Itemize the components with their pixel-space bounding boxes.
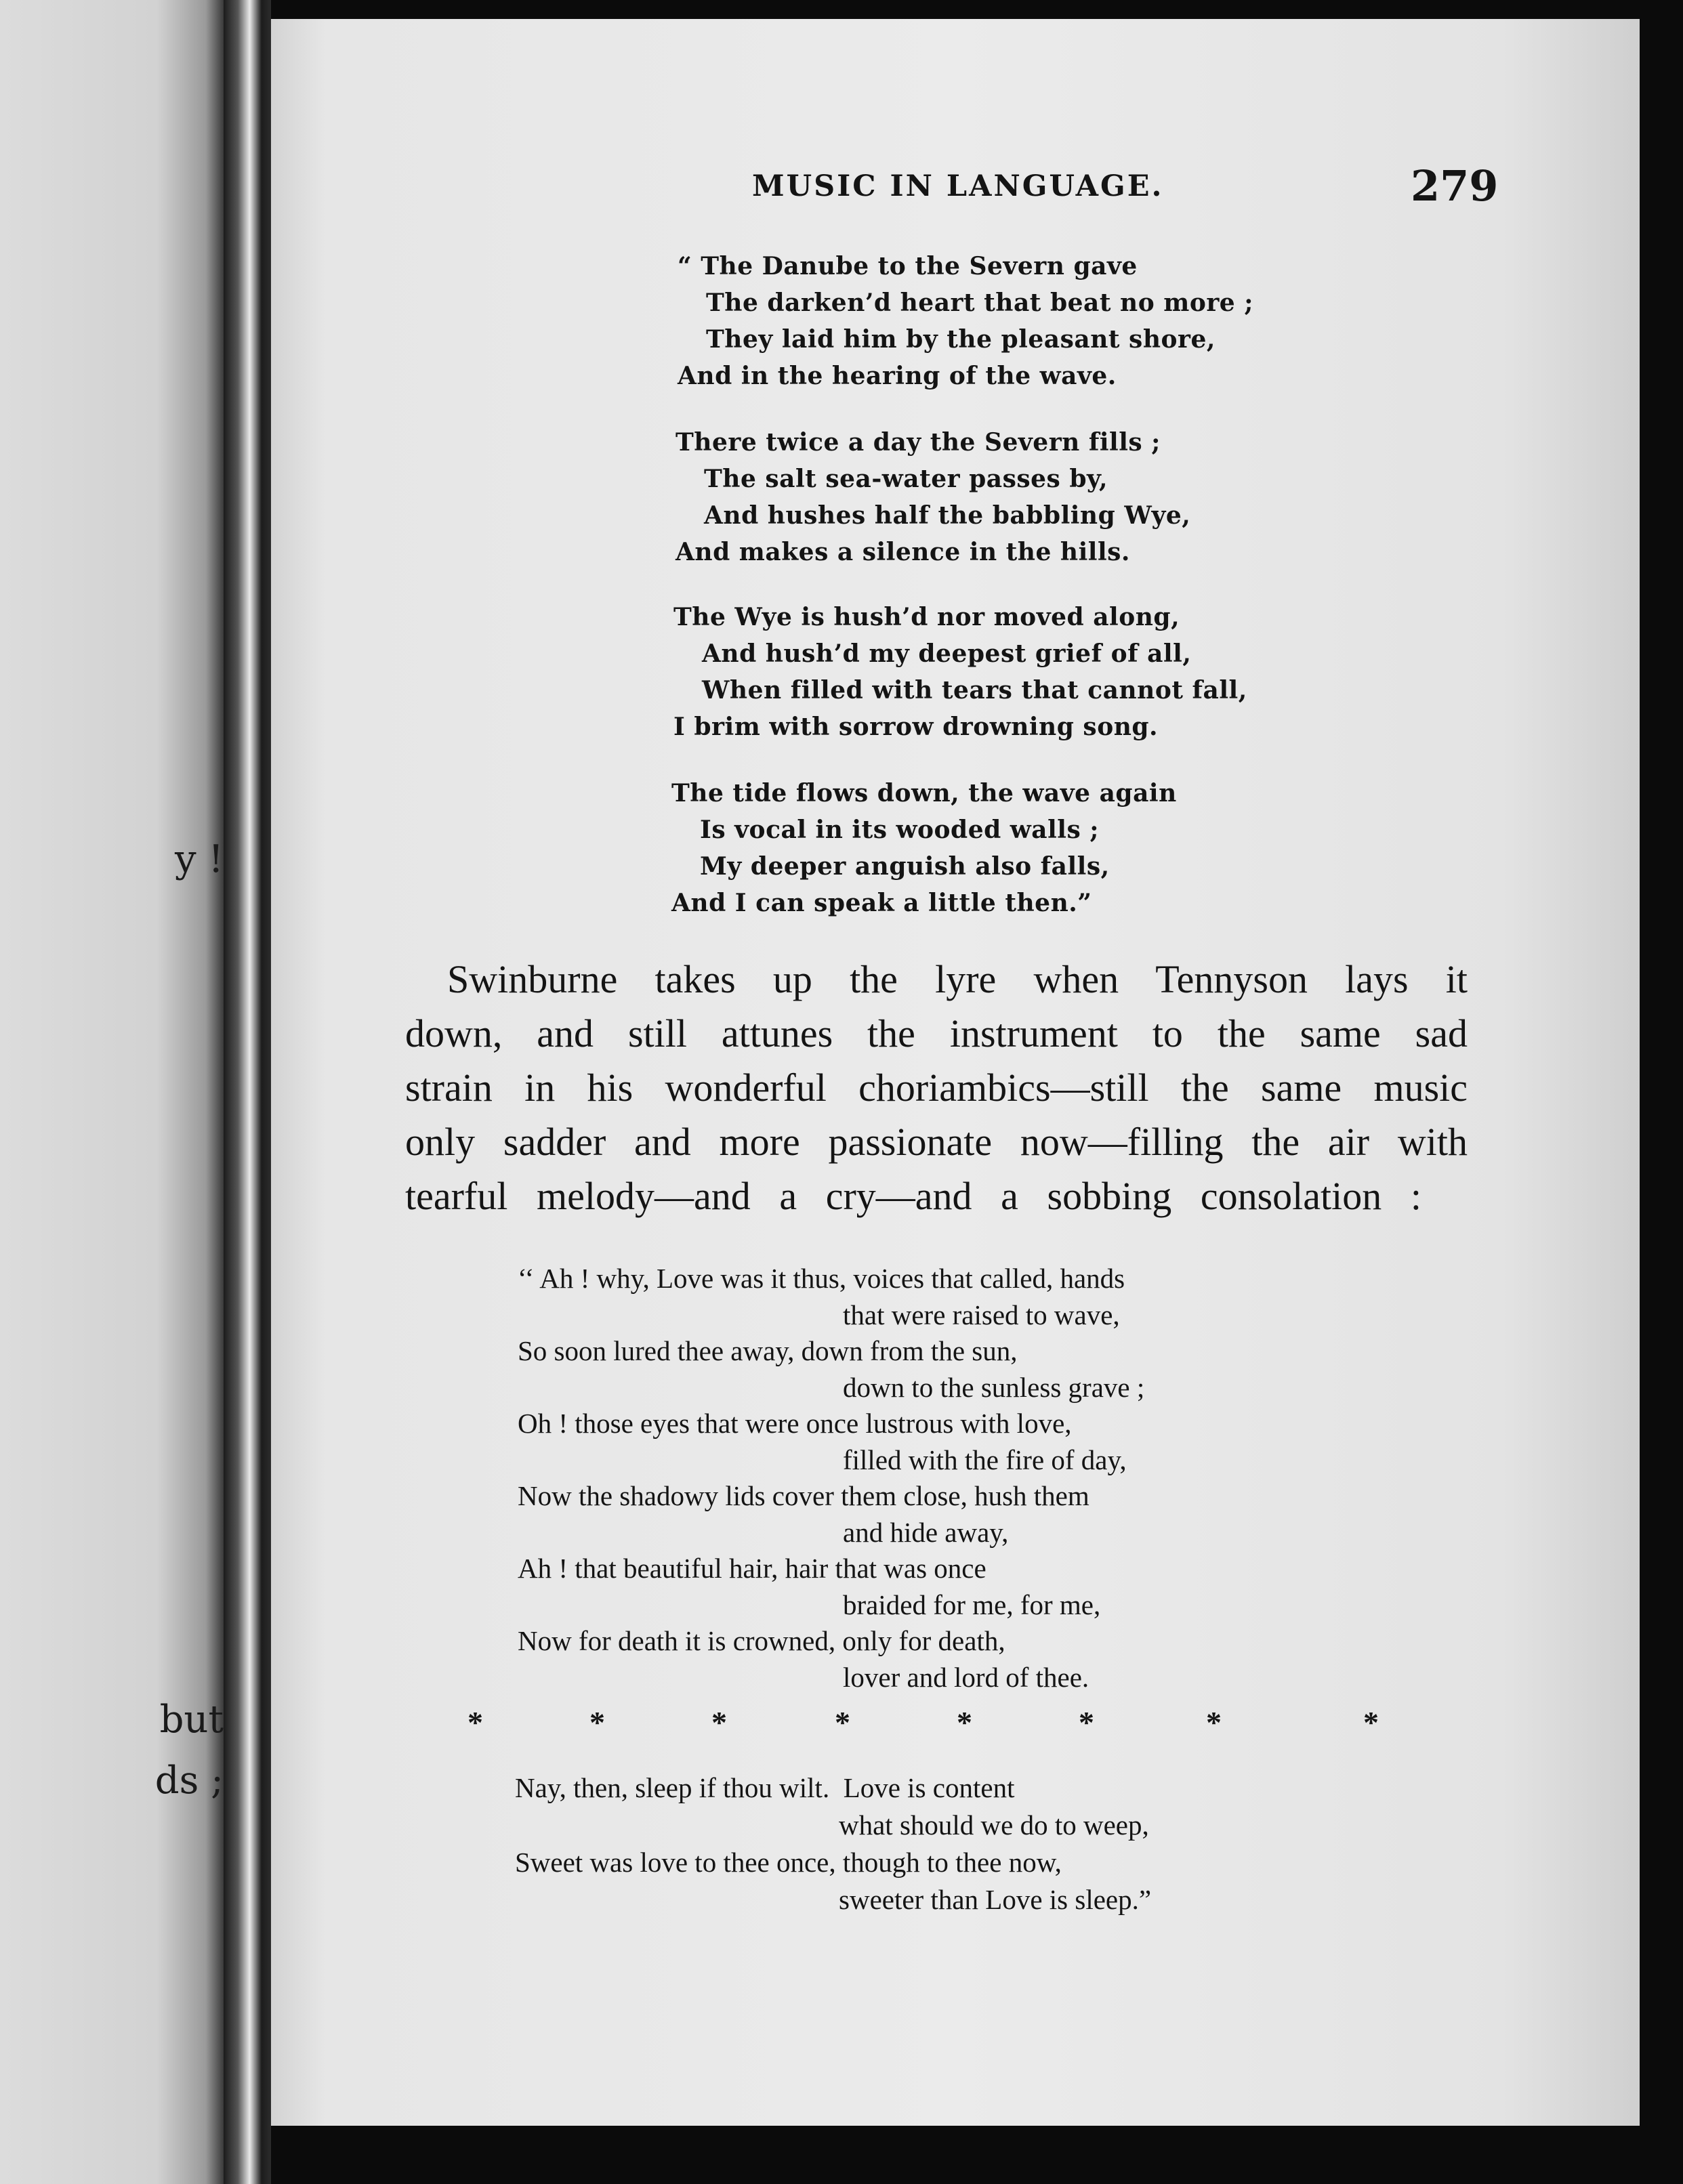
page-number: 279 xyxy=(1411,161,1499,211)
paragraph-line: only sadder and more passionate now—filling the air with xyxy=(405,1120,1468,1164)
verse-line: I brim with sorrow drowning song. xyxy=(673,713,1159,741)
verse-line: My deeper anguish also falls, xyxy=(700,852,1110,881)
verse-line: There twice a day the Severn fills ; xyxy=(676,428,1161,457)
verse-line: And in the hearing of the wave. xyxy=(678,362,1117,390)
book-gutter xyxy=(224,0,271,2184)
paragraph-line: Swinburne takes up the lyre when Tennyson lays it xyxy=(447,957,1468,1001)
paragraph-line: strain in his wonderful choriambics—still the same music xyxy=(405,1066,1468,1110)
asterisk: * xyxy=(468,1705,483,1740)
asterisk: * xyxy=(589,1705,605,1740)
verse-continuation-line: that were raised to wave, xyxy=(843,1299,1120,1330)
verse-line: The darken’d heart that beat no more ; xyxy=(706,289,1254,317)
verse-continuation-line: sweeter than Love is sleep.” xyxy=(839,1884,1152,1915)
verse-line: And I can speak a little then.” xyxy=(671,889,1092,917)
asterisk: * xyxy=(957,1705,972,1740)
asterisk: * xyxy=(711,1705,727,1740)
asterisk: * xyxy=(1206,1705,1222,1740)
verse-line: The Wye is hush’d nor moved along, xyxy=(673,603,1180,631)
verse-continuation-line: filled with the fire of day, xyxy=(843,1444,1127,1475)
verse-line: “ The Danube to the Severn gave xyxy=(678,252,1138,280)
facing-page-fragment: ds ; xyxy=(154,1759,224,1803)
facing-page-fragment: but xyxy=(159,1698,224,1742)
verse-continuation-line: and hide away, xyxy=(843,1516,1009,1548)
asterisk: * xyxy=(835,1705,850,1740)
verse-line: And hush’d my deepest grief of all, xyxy=(702,639,1192,668)
verse-continuation-line: what should we do to weep, xyxy=(839,1809,1149,1841)
verse-line: They laid him by the pleasant shore, xyxy=(706,325,1216,354)
running-head: MUSIC IN LANGUAGE. xyxy=(752,169,1164,203)
paragraph-line: tearful melody—and a cry—and a sobbing consolation : xyxy=(405,1174,1421,1218)
verse-line: The salt sea-water passes by, xyxy=(704,465,1108,493)
verse-line: Nay, then, sleep if thou wilt. Love is content xyxy=(515,1772,1015,1803)
verse-line: ‘‘ Ah ! why, Love was it thus, voices that called, hands xyxy=(518,1263,1125,1294)
asterisk: * xyxy=(1079,1705,1094,1740)
paragraph-line: down, and still attunes the instrument to the same sad xyxy=(405,1011,1468,1055)
verse-continuation-line: braided for me, for me, xyxy=(843,1589,1101,1620)
verse-line: Sweet was love to thee once, though to thee now, xyxy=(515,1847,1062,1878)
verse-continuation-line: down to the sunless grave ; xyxy=(843,1371,1145,1403)
verse-continuation-line: lover and lord of thee. xyxy=(843,1661,1089,1693)
verse-line: Ah ! that beautiful hair, hair that was once xyxy=(518,1553,986,1584)
verse-line: Is vocal in its wooded walls ; xyxy=(700,816,1100,844)
verse-line: Oh ! those eyes that were once lustrous with love, xyxy=(518,1408,1072,1439)
facing-page-fragment: y ! xyxy=(175,837,224,881)
facing-page xyxy=(0,0,224,2184)
asterisk: * xyxy=(1363,1705,1379,1740)
verse-line: Now for death it is crowned, only for death, xyxy=(518,1625,1005,1656)
verse-line: Now the shadowy lids cover them close, hush them xyxy=(518,1480,1089,1511)
verse-line: When filled with tears that cannot fall, xyxy=(702,676,1247,705)
verse-line: So soon lured thee away, down from the sun, xyxy=(518,1335,1018,1366)
verse-line: The tide flows down, the wave again xyxy=(671,779,1177,807)
verse-line: And hushes half the babbling Wye, xyxy=(704,501,1191,530)
verse-line: And makes a silence in the hills. xyxy=(676,538,1130,566)
